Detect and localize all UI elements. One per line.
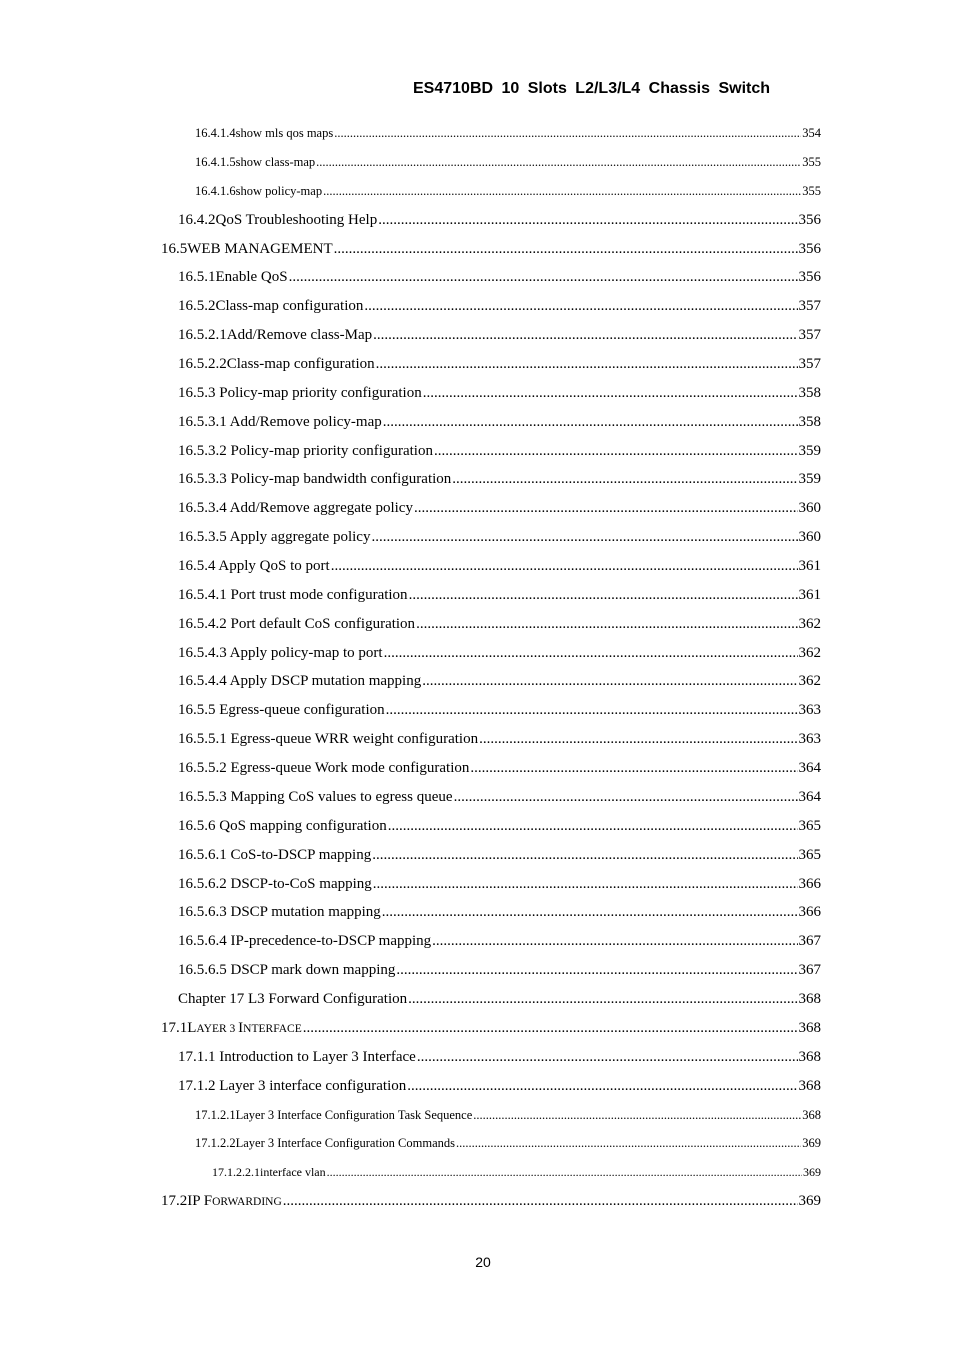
toc-entry[interactable]	[178, 904, 821, 921]
toc-entry[interactable]	[178, 212, 821, 229]
toc-entry-page: 366	[798, 904, 821, 920]
toc-entry-title: Chapter 17 L3 Forward Configuration	[178, 991, 408, 1007]
toc-entry[interactable]	[195, 1108, 821, 1123]
toc-entry-title: 16.5.3 Policy-map priority configuration	[178, 385, 422, 401]
toc-entry-title: WEB MANAGEMENT	[187, 241, 333, 257]
toc-entry-page: 365	[798, 818, 821, 834]
toc-leader-dots	[373, 876, 798, 893]
toc-entry-title: 16.5.6 QoS mapping configuration	[178, 818, 387, 834]
toc-entry[interactable]	[178, 500, 821, 517]
toc-entry-page: 359	[798, 443, 821, 459]
toc-entry-title: 16.5.6.1 CoS-to-DSCP mapping	[178, 847, 372, 863]
toc-leader-dots	[323, 184, 801, 199]
toc-entry-page: 367	[798, 933, 821, 949]
toc-entry-page: 361	[798, 558, 821, 574]
toc-entry-page: 360	[798, 529, 821, 545]
toc-leader-dots	[303, 1020, 798, 1037]
toc-entry-title: 16.5.6.4 IP-precedence-to-DSCP mapping	[178, 933, 432, 949]
toc-entry-title: show policy-map	[235, 184, 323, 198]
toc-leader-dots	[384, 645, 798, 662]
toc-entry-page: 364	[798, 760, 821, 776]
toc-leader-dots	[434, 443, 798, 460]
toc-entry-title: 16.5.3.1 Add/Remove policy-map	[178, 414, 382, 430]
toc-entry-title: 16.5.5 Egress-queue configuration	[178, 702, 385, 718]
toc-entry[interactable]	[178, 645, 821, 662]
toc-entry[interactable]	[178, 673, 821, 690]
toc-entry[interactable]	[178, 443, 821, 460]
toc-leader-dots	[432, 933, 797, 950]
toc-entry-title: 16.5.4.4 Apply DSCP mutation mapping	[178, 673, 422, 689]
toc-entry[interactable]	[178, 1078, 821, 1095]
toc-entry[interactable]	[178, 876, 821, 893]
toc-entry-page: 357	[798, 298, 821, 314]
toc-leader-dots	[408, 991, 797, 1008]
toc-entry[interactable]	[161, 1020, 821, 1037]
toc-entry-title: Layer 3 Interface Configuration Commands	[235, 1136, 455, 1150]
toc-leader-dots	[479, 731, 797, 748]
document-header: ES4710BD 10 Slots L2/L3/L4 Chassis Switch	[413, 80, 771, 97]
toc-entry-number: 17.1.2.2	[195, 1136, 236, 1150]
toc-entry-page: 356	[798, 212, 821, 228]
toc-entry-number: 16.4.1.4	[195, 126, 236, 140]
toc-entry-number: 17.1	[161, 1020, 188, 1036]
toc-leader-dots	[388, 818, 798, 835]
toc-leader-dots	[316, 155, 801, 170]
toc-entry[interactable]	[178, 587, 821, 604]
toc-entry-title: 16.5.3.5 Apply aggregate policy	[178, 529, 371, 545]
toc-leader-dots	[452, 471, 797, 488]
toc-entry-page: 362	[798, 673, 821, 689]
toc-entry-number: 17.2	[161, 1193, 188, 1209]
toc-entry[interactable]	[178, 385, 821, 402]
toc-entry-number: 16.5.2.2	[178, 356, 227, 372]
toc-entry[interactable]	[178, 789, 821, 806]
toc-leader-dots	[470, 760, 797, 777]
toc-leader-dots	[416, 616, 797, 633]
toc-entry-page: 367	[798, 962, 821, 978]
toc-entry[interactable]	[178, 327, 821, 344]
toc-entry-page: 369	[798, 1193, 821, 1209]
toc-entry-page: 368	[798, 1020, 821, 1036]
toc-entry[interactable]	[178, 702, 821, 719]
toc-entry[interactable]	[178, 933, 821, 950]
toc-entry-title: interface vlan	[260, 1165, 326, 1179]
toc-leader-dots	[373, 327, 797, 344]
toc-entry[interactable]	[178, 529, 821, 546]
toc-entry[interactable]	[178, 298, 821, 315]
toc-entry-page: 368	[798, 1078, 821, 1094]
toc-entry[interactable]	[212, 1165, 821, 1180]
toc-entry[interactable]	[195, 126, 821, 141]
toc-entry-page: 369	[803, 1165, 821, 1179]
toc-entry[interactable]	[178, 558, 821, 575]
toc-entry-title: 16.5.4.3 Apply policy-map to port	[178, 645, 383, 661]
toc-entry-page: 363	[798, 731, 821, 747]
toc-entry-page: 355	[802, 155, 821, 169]
toc-entry-title: Enable QoS	[215, 269, 288, 285]
toc-entry-page: 356	[798, 241, 821, 257]
toc-entry-title: 16.5.5.3 Mapping CoS values to egress queue	[178, 789, 453, 805]
toc-leader-dots	[382, 904, 798, 921]
toc-leader-dots	[376, 356, 798, 373]
toc-entry-number: 16.4.1.6	[195, 184, 236, 198]
toc-entry-title: 16.5.6.2 DSCP-to-CoS mapping	[178, 876, 372, 892]
toc-leader-dots	[378, 212, 797, 229]
toc-entry-page: 358	[798, 385, 821, 401]
toc-leader-dots	[454, 789, 798, 806]
toc-entry-title: 16.5.4.1 Port trust mode configuration	[178, 587, 408, 603]
toc-entry-title: LAYER 3 INTERFACE	[187, 1020, 302, 1036]
page-number: 20	[475, 1254, 491, 1270]
toc-entry-title: 16.5.5.2 Egress-queue Work mode configuration	[178, 760, 470, 776]
toc-entry[interactable]	[178, 731, 821, 748]
toc-leader-dots	[334, 241, 798, 258]
toc-entry-page: 357	[798, 327, 821, 343]
toc-entry[interactable]	[178, 1049, 821, 1066]
toc-leader-dots	[364, 298, 797, 315]
toc-entry-number: 16.5.2.1	[178, 327, 227, 343]
toc-leader-dots	[334, 126, 801, 141]
toc-entry-page: 365	[798, 847, 821, 863]
toc-entry-title: 16.5.4 Apply QoS to port	[178, 558, 330, 574]
toc-leader-dots	[414, 500, 798, 517]
toc-entry-page: 360	[798, 500, 821, 516]
toc-entry-title: 17.1.2 Layer 3 interface configuration	[178, 1078, 407, 1094]
toc-entry-page: 364	[798, 789, 821, 805]
toc-entry-page: 357	[798, 356, 821, 372]
toc-leader-dots	[423, 385, 798, 402]
toc-entry-title: Layer 3 Interface Configuration Task Sequence	[235, 1108, 473, 1122]
toc-entry-number: 16.5.2	[178, 298, 216, 314]
toc-entry-title: Add/Remove class-Map	[226, 327, 373, 343]
toc-entry-page: 366	[798, 876, 821, 892]
toc-entry-title: 17.1.1 Introduction to Layer 3 Interface	[178, 1049, 416, 1065]
toc-leader-dots	[283, 1193, 798, 1210]
toc-leader-dots	[396, 962, 797, 979]
toc-entry-page: 358	[798, 414, 821, 430]
toc-entry-page: 362	[798, 645, 821, 661]
toc-leader-dots	[407, 1078, 797, 1095]
toc-entry[interactable]	[178, 616, 821, 633]
toc-leader-dots	[386, 702, 798, 719]
toc-entry-number: 17.1.2.1	[195, 1108, 236, 1122]
toc-entry[interactable]	[178, 818, 821, 835]
toc-entry-page: 362	[798, 616, 821, 632]
toc-entry-title: 16.5.6.3 DSCP mutation mapping	[178, 904, 381, 920]
toc-entry-title: show class-map	[235, 155, 316, 169]
toc-entry-number: 16.4.1.5	[195, 155, 236, 169]
toc-entry-title: IP FORWARDING	[187, 1193, 282, 1209]
toc-entry-title: 16.5.3.3 Policy-map bandwidth configuration	[178, 471, 452, 487]
toc-leader-dots	[289, 269, 798, 286]
toc-entry[interactable]	[178, 760, 821, 777]
toc-entry-title: 16.5.3.2 Policy-map priority configuration	[178, 443, 433, 459]
toc-entry-title: QoS Troubleshooting Help	[215, 212, 378, 228]
toc-entry-page: 355	[802, 184, 821, 198]
toc-entry-page: 354	[802, 126, 821, 140]
toc-leader-dots	[327, 1165, 802, 1180]
toc-entry[interactable]	[178, 269, 821, 286]
toc-entry-page: 361	[798, 587, 821, 603]
toc-leader-dots	[409, 587, 798, 604]
toc-entry[interactable]	[161, 241, 821, 258]
toc-entry-number: 17.1.2.2.1	[212, 1165, 260, 1179]
toc-entry-title: Class-map configuration	[226, 356, 375, 372]
toc-leader-dots	[371, 529, 797, 546]
toc-entry-page: 359	[798, 471, 821, 487]
toc-entry[interactable]	[195, 184, 821, 199]
toc-entry-number: 16.5	[161, 241, 188, 257]
toc-entry[interactable]	[178, 414, 821, 431]
toc-entry-title: show mls qos maps	[235, 126, 334, 140]
toc-entry-title: 16.5.3.4 Add/Remove aggregate policy	[178, 500, 413, 516]
toc-entry-title: Class-map configuration	[215, 298, 364, 314]
toc-leader-dots	[331, 558, 798, 575]
toc-entry-title: 16.5.4.2 Port default CoS configuration	[178, 616, 416, 632]
toc-entry[interactable]	[195, 155, 821, 170]
toc-leader-dots	[422, 673, 797, 690]
toc-leader-dots	[383, 414, 798, 431]
toc-entry-page: 368	[798, 991, 821, 1007]
toc-entry-page: 356	[798, 269, 821, 285]
toc-leader-dots	[372, 847, 797, 864]
toc-entry[interactable]	[178, 471, 821, 488]
toc-entry[interactable]	[178, 847, 821, 864]
toc-entry-page: 369	[802, 1136, 821, 1150]
toc-entry[interactable]	[195, 1136, 821, 1151]
toc-entry-page: 368	[798, 1049, 821, 1065]
toc-leader-dots	[473, 1108, 801, 1123]
toc-entry[interactable]	[178, 991, 821, 1008]
toc-entry[interactable]	[161, 1193, 821, 1210]
toc-entry-page: 368	[802, 1108, 821, 1122]
toc-entry[interactable]	[178, 962, 821, 979]
toc-leader-dots	[456, 1136, 801, 1151]
toc-entry-title: 16.5.6.5 DSCP mark down mapping	[178, 962, 396, 978]
toc-entry-number: 16.4.2	[178, 212, 216, 228]
toc-entry[interactable]	[178, 356, 821, 373]
toc-entry-title: 16.5.5.1 Egress-queue WRR weight configuration	[178, 731, 479, 747]
toc-leader-dots	[417, 1049, 798, 1066]
toc-entry-number: 16.5.1	[178, 269, 216, 285]
toc-entry-page: 363	[798, 702, 821, 718]
